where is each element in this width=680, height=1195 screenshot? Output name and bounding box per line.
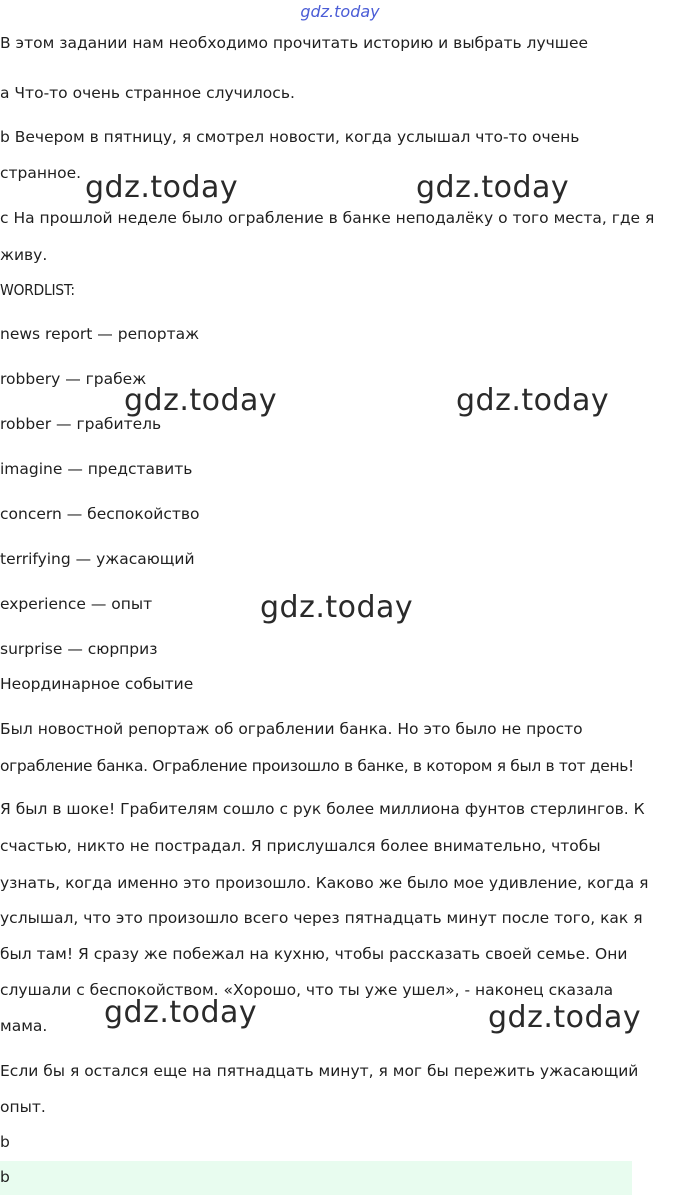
story-line: счастью, никто не пострадал. Я прислушался более внимательно, чтобы [0,837,601,855]
option-c-line1: c На прошлой неделе было ограбление в банке неподалёку о того места, где я [0,209,655,227]
story-line: Я был в шоке! Грабителям сошло с рук более миллиона фунтов стерлингов. К [0,800,645,818]
wordlist-item: experience — опыт [0,595,153,613]
wordlist-item: terrifying — ужасающий [0,550,195,568]
story-line: опыт. [0,1098,46,1116]
watermark: gdz.today [456,383,610,418]
story-line: мама. [0,1017,48,1035]
task-intro: В этом задании нам необходимо прочитать историю и выбрать лучшее [0,34,589,52]
story-line: слушали с беспокойством. «Хорошо, что ты уже ушел», - наконец сказала [0,981,614,999]
story-line: Если бы я остался еще на пятнадцать минут, я мог бы пережить ужасающий [0,1062,639,1080]
story-line: Был новостной репортаж об ограблении банка. Но это было не просто [0,720,583,738]
watermark: gdz.today [124,383,278,418]
wordlist-item: robbery — грабеж [0,370,147,388]
wordlist-item: imagine — представить [0,460,193,478]
option-c-line2: живу. [0,246,48,264]
answer-label: b [0,1133,10,1151]
option-a: a Что-то очень странное случилось. [0,84,295,102]
watermark: gdz.today [488,1000,642,1035]
story-title: Неординарное событие [0,675,194,693]
wordlist-item: concern — беспокойство [0,505,200,523]
story-line: был там! Я сразу же побежал на кухню, чтобы рассказать своей семье. Они [0,945,628,963]
wordlist-item: surprise — сюрприз [0,640,158,658]
site-logo[interactable]: gdz.today [300,2,380,21]
wordlist-item: robber — грабитель [0,415,162,433]
watermark: gdz.today [260,590,414,625]
option-b-line1: b Вечером в пятницу, я смотрел новости, когда услышал что-то очень [0,128,580,146]
story-line: услышал, что это произошло всего через пятнадцать минут после того, как я [0,909,643,927]
watermark: gdz.today [85,170,239,205]
answer-highlight [0,1161,632,1195]
wordlist-title: WORDLIST: [0,281,75,299]
story-line: узнать, когда именно это произошло. Каково же было мое удивление, когда я [0,874,649,892]
story-line: ограбление банка. Ограбление произошло в банке, в котором я был в тот день! [0,757,634,775]
watermark: gdz.today [416,170,570,205]
watermark: gdz.today [104,995,258,1030]
answer-value: b [0,1168,10,1186]
wordlist-item: news report — репортаж [0,325,200,343]
option-b-line2: странное. [0,164,82,182]
